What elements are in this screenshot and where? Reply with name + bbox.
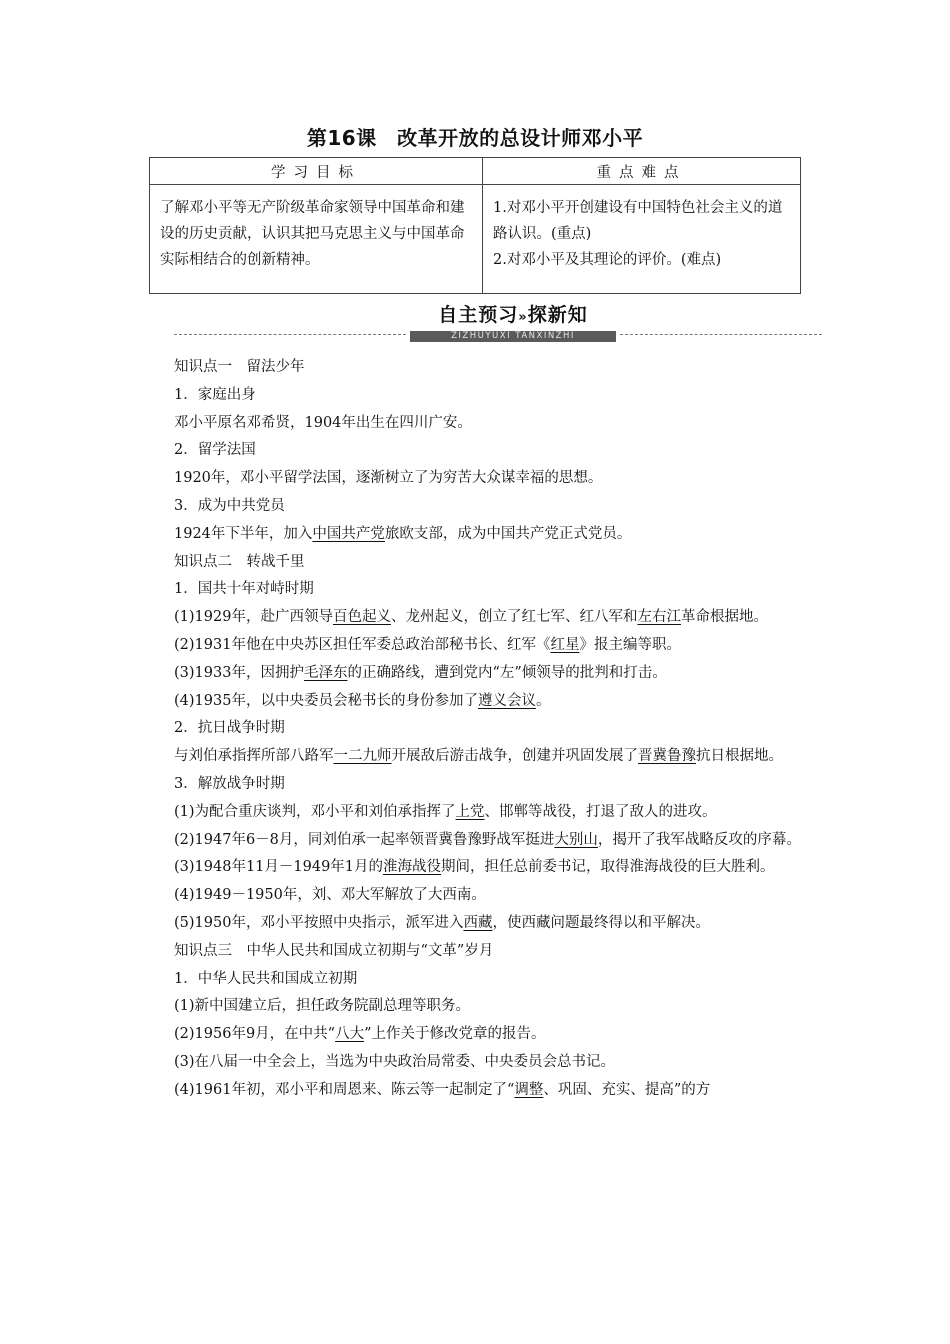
header-keypoints: 重点难点 [483,158,801,185]
lesson-title: 第16课 改革开放的总设计师邓小平 [306,126,644,150]
text: (3)1948年11月－1949年1月的 [174,859,384,876]
answer-blank: 一二九师 [333,748,392,765]
answer-blank: 晋冀鲁豫 [638,748,696,765]
paragraph [174,604,820,632]
paragraph [174,799,820,827]
paragraph [174,1021,820,1049]
text: 的正确路线，遭到党内“左”倾领导的批判和打击。 [347,664,667,681]
text: (2)1931年他在中央苏区担任军委总政治部秘书长、红军《 [174,636,551,653]
answer-blank: 淮海战役 [383,859,442,876]
banner-title-a: 自主预习 [438,304,519,326]
paragraph [174,854,820,882]
text: 开展敌后游击战争，创建并巩固发展了 [391,748,638,765]
paragraph [174,910,820,938]
paragraph: (1)新中国建立后，担任政务院副总理等职务。 [174,998,471,1015]
text: ”上作关于修改党章的报告。 [364,1026,546,1043]
answer-blank: 上党 [455,803,485,820]
text: (2)1956年9月，在中共“ [174,1026,336,1043]
answer-blank: 左右江 [637,609,681,626]
paragraph [174,632,820,660]
answer-blank: 大别山 [554,831,598,848]
banner-title-b: 探新知 [527,304,588,326]
text: (1)为配合重庆谈判，邓小平和刘伯承指挥了 [174,803,456,820]
text: 革命根据地。 [680,609,768,626]
paragraph [174,688,820,716]
item-heading: 3．解放战争时期 [174,775,285,792]
banner-subtitle: ZIZHUYUXI TANXINZHI [410,331,616,342]
item-heading: 1．家庭出身 [174,386,256,403]
item-heading: 1．国共十年对峙时期 [174,581,314,598]
paragraph [174,521,820,549]
paragraph [174,660,820,688]
banner-arrow-icon: » [518,310,528,325]
paragraph: (4)1949－1950年，刘、邓大军解放了大西南。 [174,887,486,904]
text: 。 [535,692,551,709]
text: (4)1935年，以中央委员会秘书长的身份参加了 [174,692,478,709]
knowledge-heading-1: 知识点一 留法少年 [174,359,305,375]
item-heading: 3．成为中共党员 [174,497,285,514]
text: 与刘伯承指挥所部八路军 [174,748,334,765]
keypoint-2: 2.对邓小平及其理论的评价。(难点) [493,252,722,268]
text: 旅欧支部，成为中国共产党正式党员。 [384,525,632,542]
paragraph [174,743,820,771]
paragraph: 邓小平原名邓希贤，1904年出生在四川广安。 [174,414,472,431]
keypoints-cell [483,185,801,294]
text: (2)1947年6－8月，同刘伯承一起率领晋冀鲁豫野战军挺进 [174,831,555,848]
text: 、巩固、充实、提高”的方 [543,1081,711,1098]
text: 1924年下半年，加入 [174,525,313,542]
content-body [174,354,820,1105]
answer-blank: 百色起义 [332,609,391,626]
text: (3)1933年，因拥护 [174,664,304,681]
banner-title [410,302,616,331]
text: ，揭开了我军战略反攻的序幕。 [597,831,801,848]
answer-blank: 遵义会议 [477,692,536,709]
text: 、邯郸等战役，打退了敌人的进攻。 [484,803,717,820]
knowledge-heading-3: 知识点三 中华人民共和国成立初期与“文革”岁月 [174,942,494,959]
text: ，使西藏问题最终得以和平解决。 [492,914,710,931]
text: 、龙州起义，创立了红七军、红八军和 [390,609,638,626]
text: 期间，担任总前委书记，取得淮海战役的巨大胜利。 [441,859,775,876]
knowledge-heading-2: 知识点二 转战千里 [174,553,305,570]
text: (1)1929年，赴广西领导 [174,609,333,626]
answer-blank: 调整 [514,1081,544,1098]
divider-left [174,334,406,335]
item-heading: 1．中华人民共和国成立初期 [174,970,358,987]
answer-blank: 西藏 [463,914,493,931]
divider-right [620,334,822,335]
paragraph: (3)在八届一中全会上，当选为中央政治局常委、中央委员会总书记。 [174,1053,616,1070]
text: 抗日根据地。 [696,748,783,765]
text: 》报主编等职。 [579,636,681,653]
answer-blank: 毛泽东 [303,664,348,681]
objectives-cell: 了解邓小平等无产阶级革命家领导中国革命和建设的历史贡献，认识其把马克思主义与中国革命实际相结合的创新精神。 [150,185,483,294]
objectives-table [149,157,801,294]
header-objectives: 学习目标 [150,158,483,185]
text: (5)1950年，邓小平按照中央指示，派军进入 [174,914,464,931]
paragraph: 1920年，邓小平留学法国，逐渐树立了为穷苦大众谋幸福的思想。 [174,470,603,487]
item-heading: 2．抗日战争时期 [174,720,285,737]
item-heading: 2．留学法国 [174,442,256,459]
answer-blank: 八大 [335,1026,365,1043]
section-banner [174,302,822,344]
paragraph [174,1077,820,1105]
answer-blank: 中国共产党 [312,525,385,542]
answer-blank: 红星 [550,636,580,653]
text: (4)1961年初，邓小平和周恩来、陈云等一起制定了“ [174,1081,515,1098]
paragraph [174,827,820,855]
keypoint-1: 1.对邓小平开创建设有中国特色社会主义的道路认识。(重点) [493,200,783,242]
